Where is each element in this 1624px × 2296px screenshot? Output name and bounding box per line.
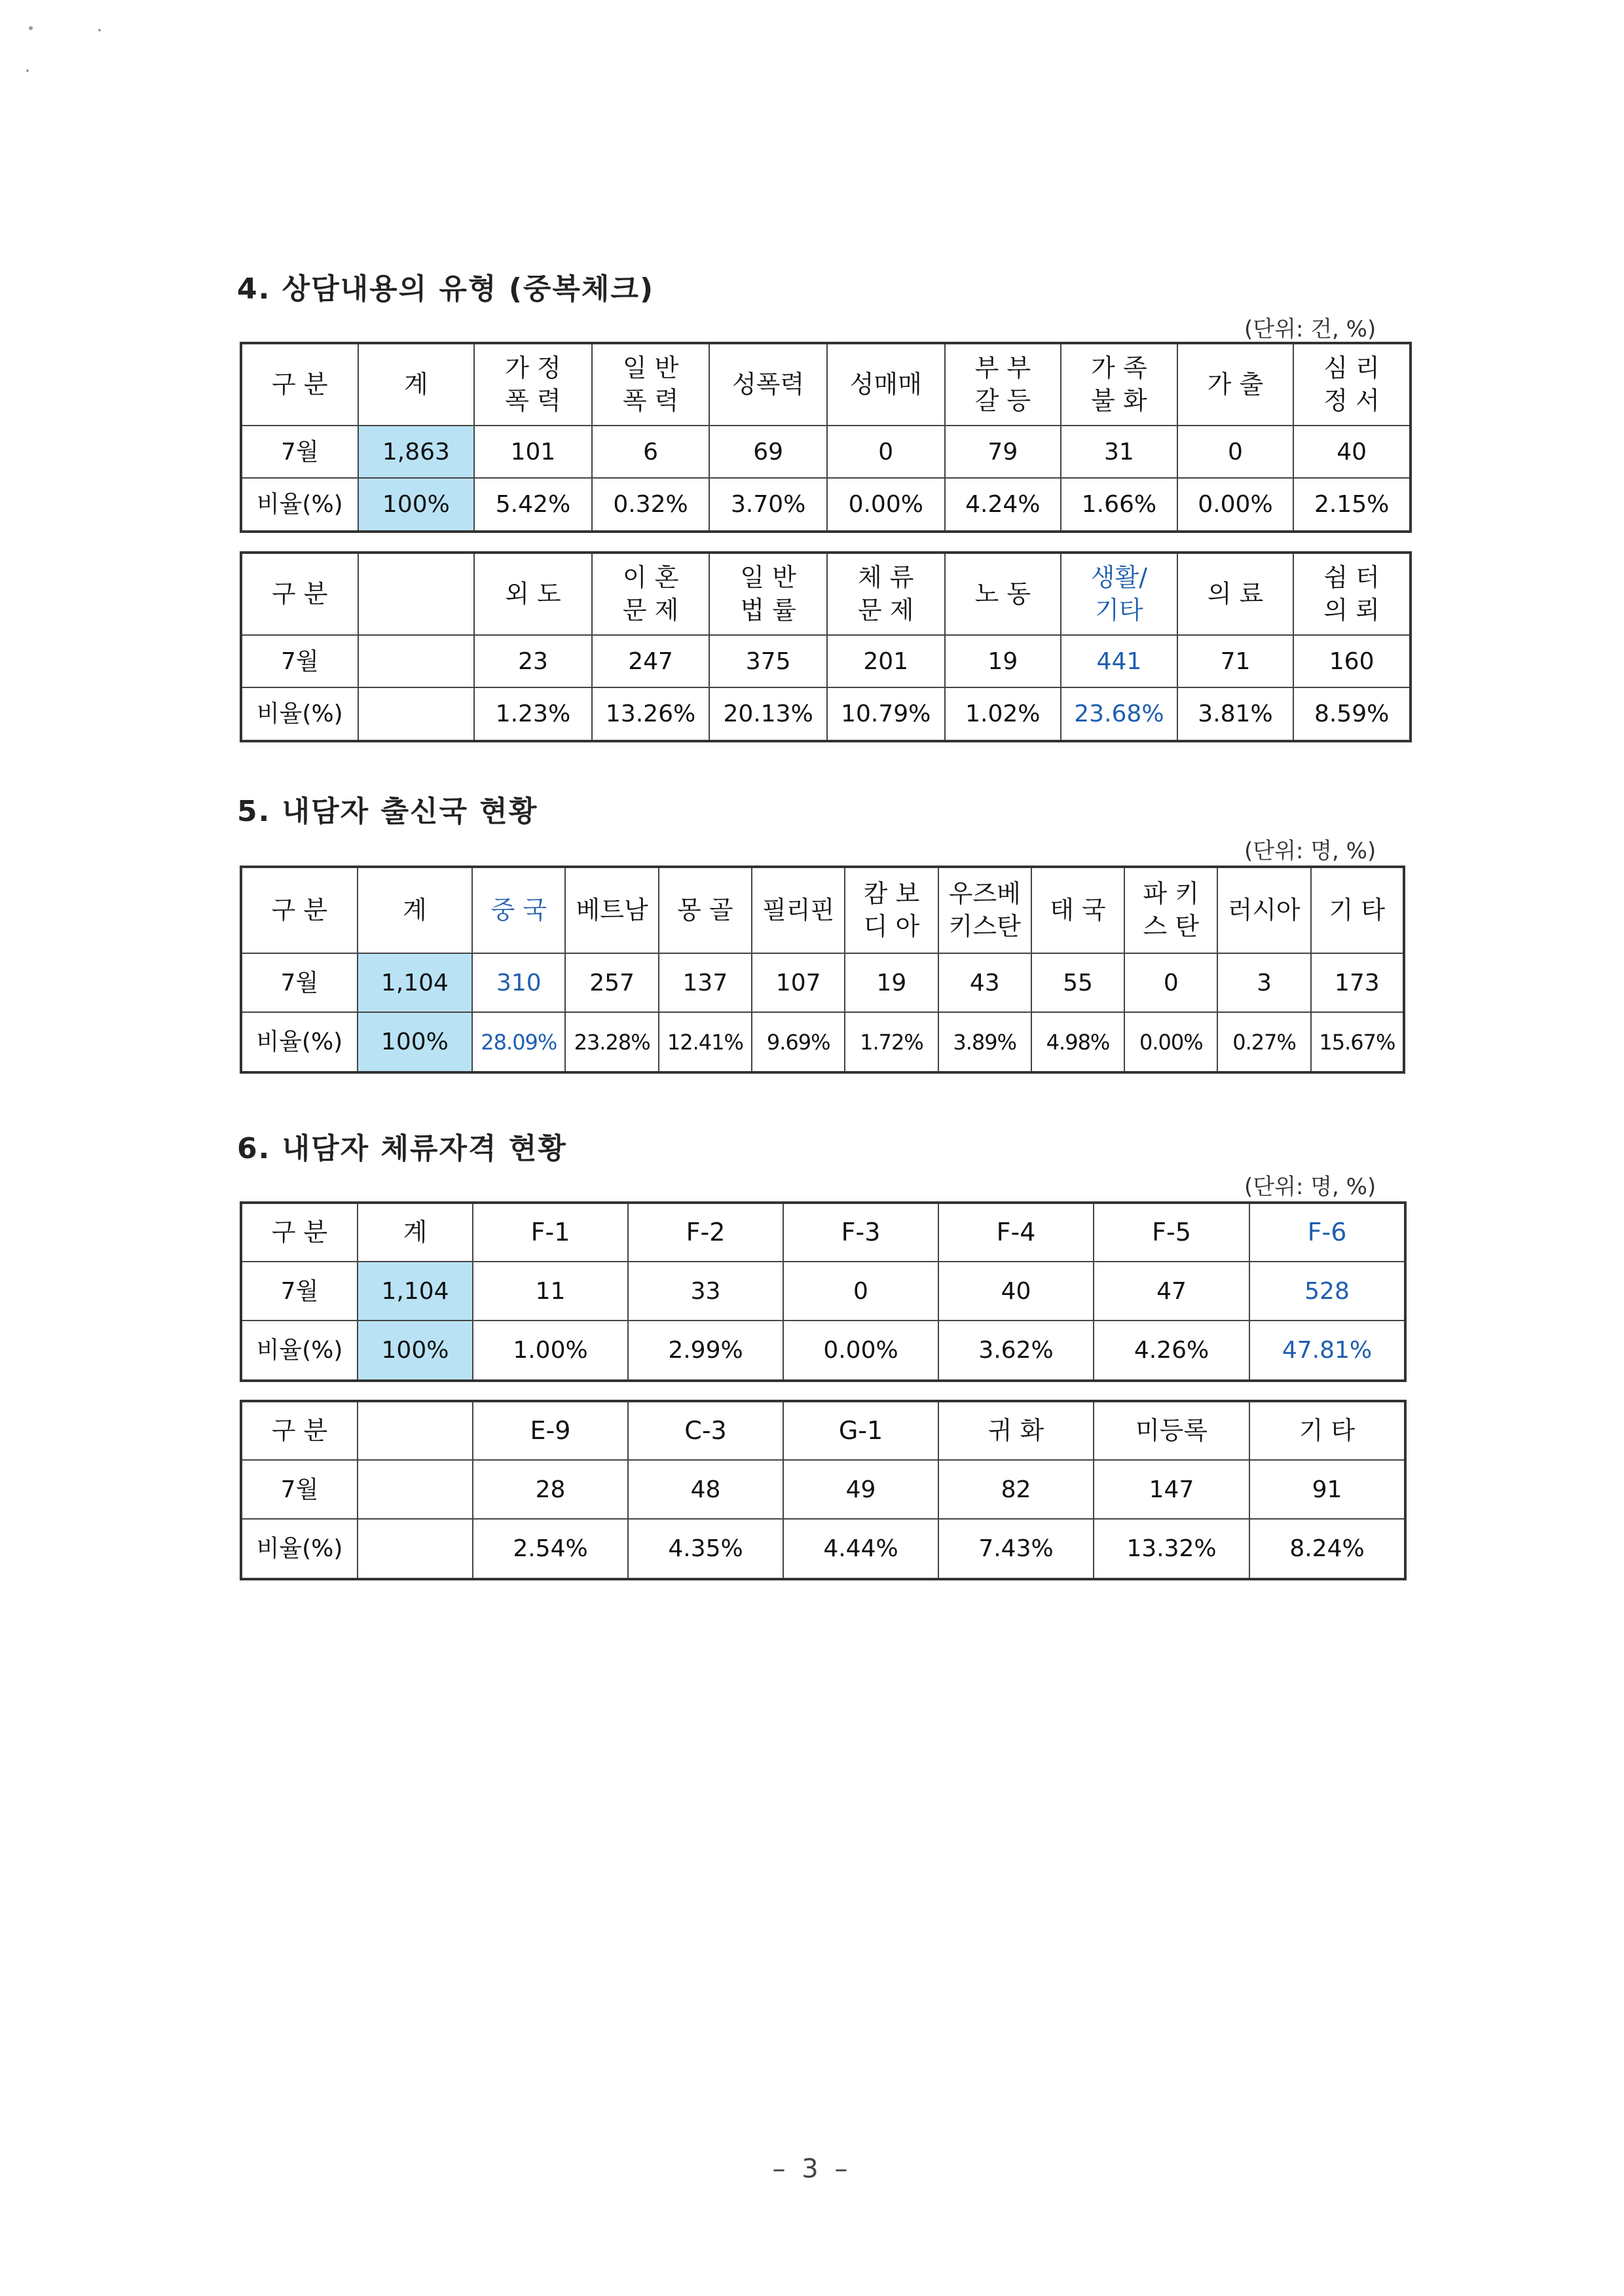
row-label: 7월 [241, 953, 358, 1012]
total-cell: 100% [358, 1012, 473, 1072]
header-cell: F-1 [473, 1203, 628, 1262]
row-label: 비율(%) [241, 687, 358, 741]
value-cell: 0 [1177, 426, 1294, 478]
value-cell: 20.13% [709, 687, 827, 741]
header-cell [358, 1401, 473, 1460]
header-cell: 가 출 [1177, 343, 1294, 426]
header-cell: 구 분 [241, 553, 358, 635]
value-cell: 247 [592, 635, 710, 687]
empty-cell [358, 635, 475, 687]
value-cell: 0 [1124, 953, 1217, 1012]
header-cell: F-5 [1094, 1203, 1249, 1262]
table-row-ratio [241, 1012, 1404, 1072]
value-cell: 4.26% [1094, 1321, 1249, 1381]
value-cell-highlight: 28.09% [472, 1012, 565, 1072]
header-cell: F-3 [783, 1203, 938, 1262]
header-cell: 성폭력 [709, 343, 827, 426]
table-header-row [241, 343, 1411, 426]
residence-status-table-2 [240, 1400, 1407, 1580]
value-cell: 1.66% [1061, 478, 1177, 532]
table-row-ratio [241, 687, 1411, 741]
row-label: 비율(%) [241, 478, 358, 532]
table-row-ratio [241, 478, 1411, 532]
header-cell: 심 리 정 서 [1293, 343, 1411, 426]
value-cell: 12.41% [659, 1012, 752, 1072]
empty-cell [358, 1460, 473, 1519]
header-cell: 일 반 폭 력 [592, 343, 710, 426]
header-cell: 노 동 [945, 553, 1061, 635]
table-header-row [241, 553, 1411, 635]
header-cell: 구 분 [241, 1401, 358, 1460]
header-cell: 계 [358, 343, 475, 426]
value-cell: 0.00% [1177, 478, 1294, 532]
value-cell: 43 [938, 953, 1031, 1012]
value-cell: 1.23% [474, 687, 592, 741]
table-row-month [241, 426, 1411, 478]
header-cell: 부 부 갈 등 [945, 343, 1061, 426]
header-cell: 구 분 [241, 867, 358, 953]
counsel-type-table-2 [240, 551, 1412, 742]
header-cell: 파 키 스 탄 [1124, 867, 1217, 953]
value-cell: 0 [827, 426, 945, 478]
value-cell: 48 [628, 1460, 783, 1519]
value-cell: 1.72% [845, 1012, 938, 1072]
value-cell: 13.26% [592, 687, 710, 741]
header-cell-highlight: 생활/ 기타 [1061, 553, 1177, 635]
value-cell: 40 [1293, 426, 1411, 478]
value-cell: 71 [1177, 635, 1294, 687]
header-cell: 몽 골 [659, 867, 752, 953]
value-cell: 201 [827, 635, 945, 687]
section-4-title: 4. 상담내용의 유형 (중복체크) [237, 272, 655, 306]
total-cell: 100% [358, 1321, 473, 1381]
header-cell: 가 정 폭 력 [474, 343, 592, 426]
value-cell: 4.98% [1031, 1012, 1124, 1072]
header-cell [358, 553, 475, 635]
value-cell: 137 [659, 953, 752, 1012]
row-label: 비율(%) [241, 1519, 358, 1579]
header-cell: 성매매 [827, 343, 945, 426]
header-cell: 계 [358, 867, 473, 953]
row-label: 비율(%) [241, 1012, 358, 1072]
header-cell: F-4 [938, 1203, 1094, 1262]
origin-country-table [240, 866, 1405, 1074]
table-row-month [241, 635, 1411, 687]
row-label: 7월 [241, 1262, 358, 1321]
header-cell: 가 족 불 화 [1061, 343, 1177, 426]
header-cell: 귀 화 [938, 1401, 1094, 1460]
header-cell: 우즈베 키스탄 [938, 867, 1031, 953]
value-cell: 33 [628, 1262, 783, 1321]
value-cell: 0 [783, 1262, 938, 1321]
scan-speck [29, 26, 33, 30]
header-cell: C-3 [628, 1401, 783, 1460]
header-cell: 기 타 [1311, 867, 1404, 953]
header-cell: 베트남 [565, 867, 658, 953]
value-cell: 8.59% [1293, 687, 1411, 741]
header-cell: 구 분 [241, 1203, 358, 1262]
value-cell: 79 [945, 426, 1061, 478]
table-row-month [241, 953, 1404, 1012]
value-cell: 91 [1249, 1460, 1405, 1519]
value-cell: 375 [709, 635, 827, 687]
value-cell: 11 [473, 1262, 628, 1321]
total-cell: 1,863 [358, 426, 475, 478]
header-cell: F-2 [628, 1203, 783, 1262]
value-cell: 4.35% [628, 1519, 783, 1579]
value-cell: 107 [752, 953, 845, 1012]
table-row-month [241, 1460, 1405, 1519]
value-cell: 4.44% [783, 1519, 938, 1579]
value-cell: 6 [592, 426, 710, 478]
section-6-title: 6. 내담자 체류자격 현황 [237, 1132, 567, 1165]
empty-cell [358, 1519, 473, 1579]
total-cell: 1,104 [358, 1262, 473, 1321]
total-cell: 100% [358, 478, 475, 532]
value-cell: 173 [1311, 953, 1404, 1012]
value-cell-highlight: 310 [472, 953, 565, 1012]
row-label: 7월 [241, 1460, 358, 1519]
value-cell: 28 [473, 1460, 628, 1519]
header-cell: 일 반 법 률 [709, 553, 827, 635]
section-5-unit: (단위: 명, %) [1244, 838, 1376, 864]
value-cell: 31 [1061, 426, 1177, 478]
header-cell: 태 국 [1031, 867, 1124, 953]
value-cell: 23 [474, 635, 592, 687]
value-cell: 1.02% [945, 687, 1061, 741]
value-cell: 69 [709, 426, 827, 478]
table-header-row [241, 1203, 1405, 1262]
row-label: 7월 [241, 426, 358, 478]
value-cell: 4.24% [945, 478, 1061, 532]
scan-speck [98, 29, 101, 31]
value-cell: 40 [938, 1262, 1094, 1321]
value-cell: 15.67% [1311, 1012, 1404, 1072]
table-row-ratio [241, 1321, 1405, 1381]
value-cell: 0.00% [1124, 1012, 1217, 1072]
value-cell: 7.43% [938, 1519, 1094, 1579]
table-header-row [241, 1401, 1405, 1460]
header-cell-highlight: 중 국 [472, 867, 565, 953]
counsel-type-table-1 [240, 342, 1412, 533]
value-cell: 101 [474, 426, 592, 478]
table-row-ratio [241, 1519, 1405, 1579]
value-cell: 3 [1217, 953, 1310, 1012]
page-number: – 3 – [772, 2154, 852, 2184]
scan-speck [26, 69, 29, 72]
value-cell: 160 [1293, 635, 1411, 687]
header-cell: 외 도 [474, 553, 592, 635]
value-cell: 10.79% [827, 687, 945, 741]
value-cell: 55 [1031, 953, 1124, 1012]
table-header-row [241, 867, 1404, 953]
value-cell: 82 [938, 1460, 1094, 1519]
value-cell: 0.00% [783, 1321, 938, 1381]
section-4-unit: (단위: 건, %) [1244, 316, 1376, 342]
value-cell: 47 [1094, 1262, 1249, 1321]
row-label: 7월 [241, 635, 358, 687]
section-6-unit: (단위: 명, %) [1244, 1174, 1376, 1200]
value-cell: 3.89% [938, 1012, 1031, 1072]
header-cell: 계 [358, 1203, 473, 1262]
value-cell: 3.70% [709, 478, 827, 532]
table-row-month [241, 1262, 1405, 1321]
value-cell: 19 [945, 635, 1061, 687]
value-cell: 19 [845, 953, 938, 1012]
value-cell: 2.99% [628, 1321, 783, 1381]
header-cell: 체 류 문 제 [827, 553, 945, 635]
value-cell: 1.00% [473, 1321, 628, 1381]
value-cell-highlight: 23.68% [1061, 687, 1177, 741]
total-cell: 1,104 [358, 953, 473, 1012]
empty-cell [358, 687, 475, 741]
header-cell-highlight: F-6 [1249, 1203, 1405, 1262]
section-5-title: 5. 내담자 출신국 현황 [237, 795, 538, 828]
value-cell: 13.32% [1094, 1519, 1249, 1579]
value-cell: 5.42% [474, 478, 592, 532]
value-cell: 3.81% [1177, 687, 1294, 741]
value-cell: 257 [565, 953, 658, 1012]
header-cell: 쉼 터 의 뢰 [1293, 553, 1411, 635]
header-cell: 기 타 [1249, 1401, 1405, 1460]
header-cell: 구 분 [241, 343, 358, 426]
header-cell: 이 혼 문 제 [592, 553, 710, 635]
value-cell-highlight: 528 [1249, 1262, 1405, 1321]
value-cell: 147 [1094, 1460, 1249, 1519]
header-cell: 필리핀 [752, 867, 845, 953]
value-cell: 0.00% [827, 478, 945, 532]
row-label: 비율(%) [241, 1321, 358, 1381]
header-cell: 러시아 [1217, 867, 1310, 953]
header-cell: G-1 [783, 1401, 938, 1460]
header-cell: E-9 [473, 1401, 628, 1460]
value-cell: 23.28% [565, 1012, 658, 1072]
value-cell: 3.62% [938, 1321, 1094, 1381]
value-cell-highlight: 47.81% [1249, 1321, 1405, 1381]
value-cell: 0.27% [1217, 1012, 1310, 1072]
value-cell: 2.15% [1293, 478, 1411, 532]
value-cell: 9.69% [752, 1012, 845, 1072]
header-cell: 의 료 [1177, 553, 1294, 635]
residence-status-table-1 [240, 1201, 1407, 1382]
value-cell: 2.54% [473, 1519, 628, 1579]
value-cell: 8.24% [1249, 1519, 1405, 1579]
value-cell: 49 [783, 1460, 938, 1519]
value-cell: 0.32% [592, 478, 710, 532]
value-cell-highlight: 441 [1061, 635, 1177, 687]
header-cell: 캄 보 디 아 [845, 867, 938, 953]
header-cell: 미등록 [1094, 1401, 1249, 1460]
